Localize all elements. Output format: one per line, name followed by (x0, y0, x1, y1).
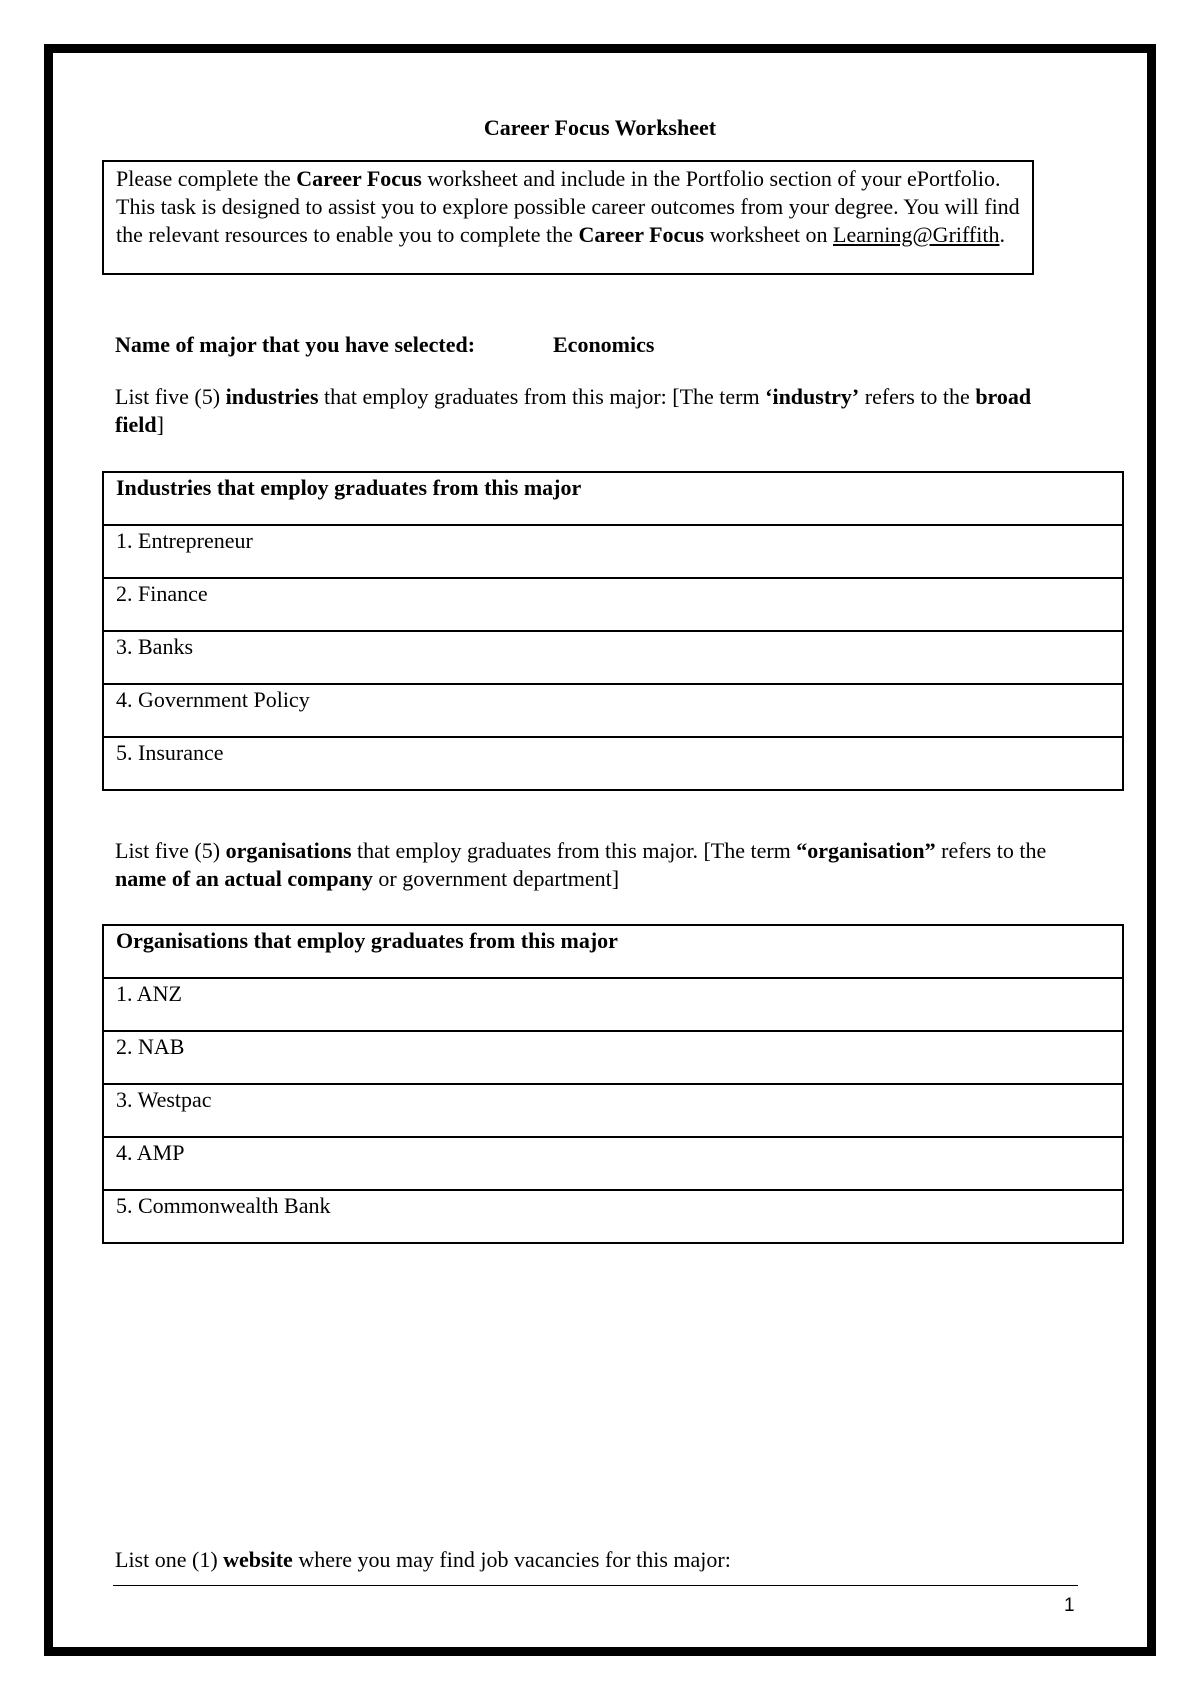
prompt-text: refers to the (935, 838, 1047, 863)
intro-text: worksheet and include in the Portfolio section of your ePortfolio. This task is designed to assist you to explore possible career outcomes from your degree. You will find the relevant resources to enable you to complete the (116, 166, 1020, 247)
prompt-text: refers to the (859, 384, 976, 409)
table-header-row (103, 472, 1123, 525)
major-field (115, 332, 655, 358)
instructions-box (102, 160, 1034, 275)
industries-table (102, 471, 1124, 791)
page-number: 1 (1064, 1595, 1075, 1616)
table-cell[interactable]: 1. Entrepreneur (103, 525, 1123, 578)
page-title: Career Focus Worksheet (483, 115, 717, 140)
table-row (103, 684, 1123, 737)
prompt-text: List one (1) (115, 1547, 224, 1572)
organisations-table (102, 924, 1124, 1244)
table-cell[interactable]: 5. Insurance (103, 737, 1123, 790)
prompt-text: List five (5) (115, 838, 226, 863)
table-row (103, 578, 1123, 631)
table-cell[interactable]: 4. Government Policy (103, 684, 1123, 737)
major-value: Economics (553, 332, 655, 357)
prompt-bold: name of an actual company (115, 866, 373, 891)
table-cell[interactable]: 1. ANZ (103, 978, 1123, 1031)
table-header-row (103, 925, 1123, 978)
prompt-text: ] (156, 412, 164, 437)
intro-text: Please complete the (116, 166, 297, 191)
prompt-text: where you may find job vacancies for this major: (292, 1547, 731, 1572)
table-cell[interactable]: 2. NAB (103, 1031, 1123, 1084)
table-header: Industries that employ graduates from this major (103, 472, 1123, 525)
organisations-prompt (115, 837, 1075, 893)
website-prompt (115, 1547, 731, 1573)
table-row (103, 1031, 1123, 1084)
prompt-bold: broad field (115, 384, 1032, 437)
table-cell[interactable]: 2. Finance (103, 578, 1123, 631)
table-row (103, 737, 1123, 790)
intro-bold-career-focus: Career Focus (578, 222, 705, 247)
prompt-text: or government department] (372, 866, 620, 891)
learning-griffith-link[interactable]: Learning@Griffith (833, 222, 1000, 247)
table-cell[interactable]: 3. Westpac (103, 1084, 1123, 1137)
major-label: Name of major that you have selected: (115, 332, 476, 357)
prompt-bold: organisations (225, 838, 352, 863)
intro-text: . (999, 222, 1005, 247)
table-row (103, 631, 1123, 684)
table-header: Organisations that employ graduates from this major (103, 925, 1123, 978)
table-cell[interactable]: 4. AMP (103, 1137, 1123, 1190)
table-cell[interactable]: 5. Commonwealth Bank (103, 1190, 1123, 1243)
prompt-text: List five (5) (115, 384, 226, 409)
intro-bold-career-focus: Career Focus (296, 166, 422, 191)
intro-text: worksheet on (704, 222, 834, 247)
table-row (103, 978, 1123, 1031)
industries-prompt (115, 383, 1075, 439)
table-row (103, 1137, 1123, 1190)
prompt-bold: “organisation” (796, 838, 936, 863)
table-cell[interactable]: 3. Banks (103, 631, 1123, 684)
prompt-bold: ‘industry’ (765, 384, 860, 409)
footer-rule (113, 1585, 1078, 1586)
table-row (103, 1190, 1123, 1243)
prompt-text: that employ graduates from this major. [The term (351, 838, 797, 863)
table-row (103, 525, 1123, 578)
prompt-bold: industries (225, 384, 319, 409)
prompt-bold: website (223, 1547, 293, 1572)
prompt-text: that employ graduates from this major: [The term (318, 384, 766, 409)
table-row (103, 1084, 1123, 1137)
